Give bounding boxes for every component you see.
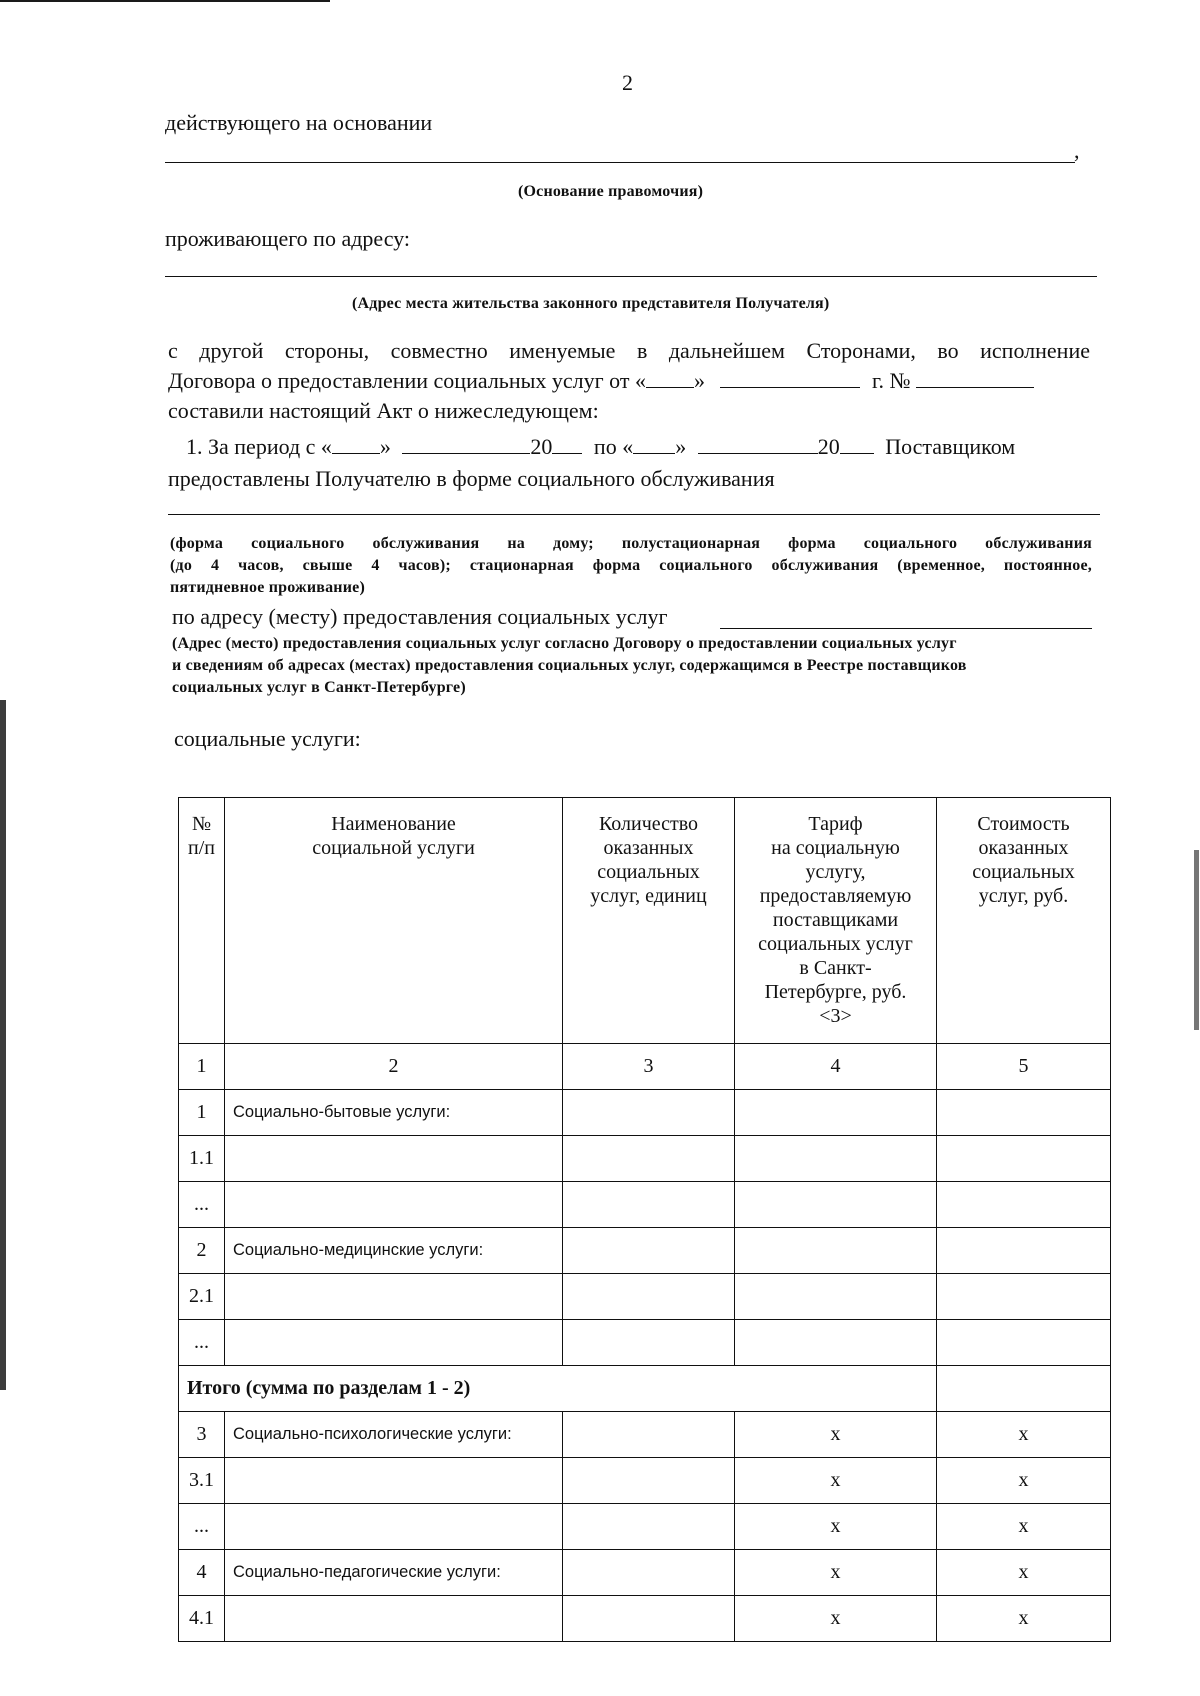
row-number: 4 <box>179 1550 225 1596</box>
row-number: 1.1 <box>179 1136 225 1182</box>
row-service-name: Социально-медицинские услуги: <box>225 1228 563 1274</box>
column-number: 2 <box>225 1044 563 1090</box>
parties-paragraph-line2: Договора о предоставлении социальных услуг от « » г. № <box>168 368 1034 394</box>
row-quantity <box>563 1412 735 1458</box>
row-cost: x <box>937 1550 1111 1596</box>
total-value-cell <box>937 1366 1111 1412</box>
table-row <box>179 1136 1111 1182</box>
table-row <box>179 1412 1111 1458</box>
row-service-name <box>225 1596 563 1642</box>
row-service-name <box>225 1458 563 1504</box>
row-tariff <box>735 1320 937 1366</box>
header-service-name: Наименование социальной услуги <box>225 798 563 1044</box>
header-number: № п/п <box>179 798 225 1044</box>
row-number: 3.1 <box>179 1458 225 1504</box>
row-quantity <box>563 1550 735 1596</box>
row-tariff: x <box>735 1412 937 1458</box>
place-caption-line1: (Адрес (место) предоставления социальных услуг согласно Договору о предоставлении социальных услуг <box>172 635 957 652</box>
row-cost <box>937 1228 1111 1274</box>
parties-paragraph-line1: с другой стороны, совместно именуемые в дальнейшем Сторонами, во исполнение <box>168 338 1090 363</box>
table-row <box>179 1550 1111 1596</box>
row-service-name <box>225 1320 563 1366</box>
parties-paragraph-line3: составили настоящий Акт о нижеследующем: <box>168 398 599 423</box>
row-cost: x <box>937 1412 1111 1458</box>
basis-caption: (Основание правомочия) <box>518 183 704 200</box>
row-tariff <box>735 1090 937 1136</box>
service-address-fill-line <box>720 628 1092 629</box>
row-service-name: Социально-бытовые услуги: <box>225 1090 563 1136</box>
table-header-row <box>179 798 1111 1044</box>
scan-edge-left <box>0 700 6 1390</box>
table-row <box>179 1458 1111 1504</box>
table-row <box>179 1504 1111 1550</box>
row-number: ... <box>179 1182 225 1228</box>
table-row <box>179 1274 1111 1320</box>
table-row <box>179 1182 1111 1228</box>
row-quantity <box>563 1274 735 1320</box>
row-number: 3 <box>179 1412 225 1458</box>
comma: , <box>1074 138 1080 163</box>
residence-label: проживающего по адресу: <box>165 226 411 251</box>
social-services-label: социальные услуги: <box>174 726 361 751</box>
row-quantity <box>563 1090 735 1136</box>
row-cost <box>937 1182 1111 1228</box>
total-row <box>179 1366 1111 1412</box>
row-number: 2 <box>179 1228 225 1274</box>
row-cost <box>937 1274 1111 1320</box>
form-caption-line1: (форма социального обслуживания на дому; полустационарная форма социального обслуживания <box>170 535 1092 552</box>
row-number: 1 <box>179 1090 225 1136</box>
row-cost <box>937 1320 1111 1366</box>
row-cost: x <box>937 1596 1111 1642</box>
row-service-name: Социально-педагогические услуги: <box>225 1550 563 1596</box>
residence-fill-line <box>165 276 1097 277</box>
table-row <box>179 1090 1111 1136</box>
address-caption: (Адрес места жительства законного представителя Получателя) <box>352 295 830 312</box>
row-quantity <box>563 1320 735 1366</box>
header-cost: Стоимость оказанных социальных услуг, руб. <box>937 798 1111 1044</box>
row-tariff: x <box>735 1504 937 1550</box>
scan-edge-top <box>0 0 330 2</box>
row-tariff <box>735 1228 937 1274</box>
place-caption-line3: социальных услуг в Санкт-Петербурге) <box>172 679 466 696</box>
row-tariff: x <box>735 1596 937 1642</box>
form-caption-line2: (до 4 часов, свыше 4 часов); стационарная форма социального обслуживания (временное, постоянное, <box>170 557 1092 574</box>
row-tariff <box>735 1274 937 1320</box>
row-tariff: x <box>735 1458 937 1504</box>
provided-form-label: предоставлены Получателю в форме социального обслуживания <box>168 466 775 491</box>
form-caption-line3: пятидневное проживание) <box>170 579 365 596</box>
row-quantity <box>563 1228 735 1274</box>
table-row <box>179 1596 1111 1642</box>
period-line: 1. За период с « » 20 по « » 20 Поставщиком <box>186 434 1016 459</box>
services-table <box>178 797 1111 1642</box>
row-quantity <box>563 1596 735 1642</box>
row-service-name <box>225 1274 563 1320</box>
row-quantity <box>563 1182 735 1228</box>
page-number: 2 <box>622 70 633 95</box>
scan-edge-right <box>1194 850 1199 1030</box>
service-address-label: по адресу (месту) предоставления социальных услуг <box>172 604 668 629</box>
column-number: 1 <box>179 1044 225 1090</box>
row-service-name <box>225 1136 563 1182</box>
row-service-name: Социально-психологические услуги: <box>225 1412 563 1458</box>
column-number: 3 <box>563 1044 735 1090</box>
row-cost: x <box>937 1458 1111 1504</box>
row-service-name <box>225 1504 563 1550</box>
place-caption-line2: и сведениям об адресах (местах) предоставления социальных услуг, содержащимся в Реестре поставщиков <box>172 657 967 674</box>
table-row <box>179 1320 1111 1366</box>
header-tariff: Тариф на социальную услугу, предоставляемую поставщиками социальных услуг в Санкт- Петербурге, руб. <3> <box>735 798 937 1044</box>
row-cost: x <box>937 1504 1111 1550</box>
row-number: ... <box>179 1320 225 1366</box>
row-number: 4.1 <box>179 1596 225 1642</box>
row-tariff <box>735 1136 937 1182</box>
header-quantity: Количество оказанных социальных услуг, единиц <box>563 798 735 1044</box>
form-fill-line <box>168 514 1100 515</box>
row-tariff <box>735 1182 937 1228</box>
column-number: 4 <box>735 1044 937 1090</box>
row-number: ... <box>179 1504 225 1550</box>
row-cost <box>937 1090 1111 1136</box>
table-row <box>179 1228 1111 1274</box>
row-cost <box>937 1136 1111 1182</box>
row-quantity <box>563 1458 735 1504</box>
basis-fill-line <box>165 162 1075 163</box>
total-label: Итого (сумма по разделам 1 - 2) <box>179 1366 937 1412</box>
row-quantity <box>563 1504 735 1550</box>
acting-on-basis-label: действующего на основании <box>165 110 433 135</box>
column-numbers-row <box>179 1044 1111 1090</box>
row-service-name <box>225 1182 563 1228</box>
row-tariff: x <box>735 1550 937 1596</box>
column-number: 5 <box>937 1044 1111 1090</box>
row-quantity <box>563 1136 735 1182</box>
row-number: 2.1 <box>179 1274 225 1320</box>
